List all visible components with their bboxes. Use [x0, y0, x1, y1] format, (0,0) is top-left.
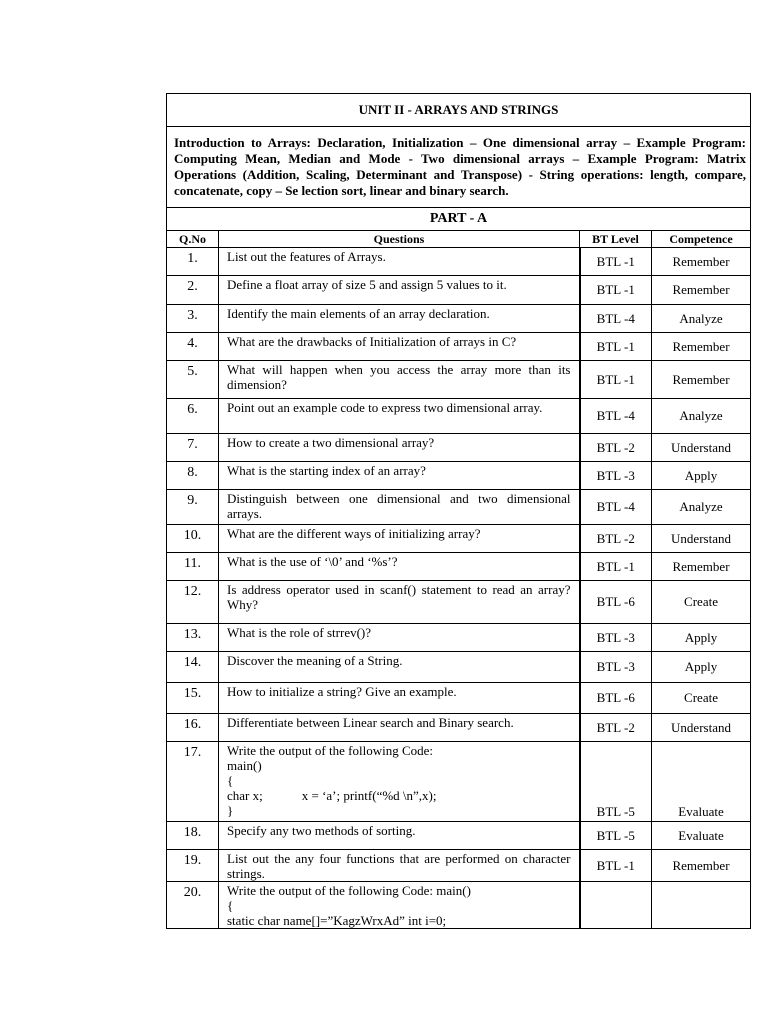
competence: Apply	[652, 462, 751, 490]
table-row	[167, 581, 751, 624]
bt-level: BTL -1	[580, 850, 652, 882]
bt-level: BTL -3	[580, 462, 652, 490]
competence: Remember	[652, 850, 751, 882]
question-text: Is address operator used in scanf() statement to read an array? Why?	[219, 581, 580, 624]
question-text: Identify the main elements of an array declaration.	[219, 305, 580, 333]
table-row	[167, 305, 751, 333]
syllabus-text: Introduction to Arrays: Declaration, Initialization – One dimensional array – Example Program: Computing Mean, Median and Mode - Two dimensional arrays – Example Program: Matrix Operations (Addition, Scaling, Determinant and Transpose) - String operations: length, compare, concatenate, copy – Se lection sort, linear and binary search.	[167, 127, 751, 208]
question-number: 19.	[167, 850, 219, 882]
header-qno: Q.No	[167, 231, 219, 248]
competence: Remember	[652, 333, 751, 361]
question-number: 20.	[167, 882, 219, 929]
competence: Understand	[652, 714, 751, 742]
header-btl: BT Level	[580, 231, 652, 248]
bt-level: BTL -5	[580, 742, 652, 822]
bt-level: BTL -1	[580, 276, 652, 305]
question-number: 4.	[167, 333, 219, 361]
table-row	[167, 683, 751, 714]
header-questions: Questions	[219, 231, 580, 248]
question-text: Specify any two methods of sorting.	[219, 822, 580, 850]
question-number: 3.	[167, 305, 219, 333]
competence: Apply	[652, 652, 751, 683]
question-text: Point out an example code to express two dimensional array.	[219, 399, 580, 434]
question-text: What will happen when you access the array more than its dimension?	[219, 361, 580, 399]
bt-level: BTL -2	[580, 434, 652, 462]
table-row	[167, 850, 751, 882]
question-number: 10.	[167, 525, 219, 553]
bt-level: BTL -2	[580, 714, 652, 742]
question-number: 5.	[167, 361, 219, 399]
bt-level: BTL -4	[580, 305, 652, 333]
table-row	[167, 248, 751, 276]
question-text: Write the output of the following Code: main() { static char name[]=”KagzWrxAd” int i=0;	[219, 882, 580, 929]
question-text: What is the use of ‘\0’ and ‘%s’?	[219, 553, 580, 581]
question-text: Distinguish between one dimensional and two dimensional arrays.	[219, 490, 580, 525]
bt-level: BTL -6	[580, 683, 652, 714]
question-number: 7.	[167, 434, 219, 462]
question-text: Differentiate between Linear search and Binary search.	[219, 714, 580, 742]
competence: Analyze	[652, 490, 751, 525]
header-competence: Competence	[652, 231, 751, 248]
table-row	[167, 553, 751, 581]
competence: Remember	[652, 553, 751, 581]
competence: Analyze	[652, 399, 751, 434]
question-text: What are the drawbacks of Initialization of arrays in C?	[219, 333, 580, 361]
question-number: 15.	[167, 683, 219, 714]
bt-level: BTL -6	[580, 581, 652, 624]
competence: Remember	[652, 276, 751, 305]
bt-level: BTL -2	[580, 525, 652, 553]
question-text: List out the features of Arrays.	[219, 248, 580, 276]
question-number: 6.	[167, 399, 219, 434]
question-number: 8.	[167, 462, 219, 490]
table-row	[167, 434, 751, 462]
table-row	[167, 714, 751, 742]
question-text: List out the any four functions that are performed on character strings.	[219, 850, 580, 882]
table-row	[167, 652, 751, 683]
question-number: 11.	[167, 553, 219, 581]
bt-level: BTL -1	[580, 333, 652, 361]
question-text: Write the output of the following Code: main() { char x; x = ‘a’; printf(“%d \n”,x); }	[219, 742, 580, 822]
bt-level: BTL -3	[580, 652, 652, 683]
question-number: 14.	[167, 652, 219, 683]
table-row	[167, 490, 751, 525]
competence: Evaluate	[652, 742, 751, 822]
question-text: Define a float array of size 5 and assign 5 values to it.	[219, 276, 580, 305]
bt-level: BTL -1	[580, 553, 652, 581]
question-number: 1.	[167, 248, 219, 276]
table-header	[167, 231, 751, 248]
bt-level: BTL -1	[580, 248, 652, 276]
table-row	[167, 399, 751, 434]
bt-level	[580, 882, 652, 929]
table-row	[167, 276, 751, 305]
question-number: 17.	[167, 742, 219, 822]
competence: Create	[652, 581, 751, 624]
table-row	[167, 742, 751, 822]
question-number: 2.	[167, 276, 219, 305]
table-row	[167, 525, 751, 553]
competence: Analyze	[652, 305, 751, 333]
unit-title: UNIT II - ARRAYS AND STRINGS	[167, 94, 751, 127]
bt-level: BTL -1	[580, 361, 652, 399]
question-text: What is the role of strrev()?	[219, 624, 580, 652]
table-row	[167, 822, 751, 850]
competence: Remember	[652, 248, 751, 276]
competence: Apply	[652, 624, 751, 652]
competence: Remember	[652, 361, 751, 399]
competence: Understand	[652, 525, 751, 553]
table-row	[167, 462, 751, 490]
competence: Create	[652, 683, 751, 714]
question-number: 12.	[167, 581, 219, 624]
competence: Evaluate	[652, 822, 751, 850]
competence	[652, 882, 751, 929]
question-text: How to initialize a string? Give an example.	[219, 683, 580, 714]
table-row	[167, 624, 751, 652]
question-number: 16.	[167, 714, 219, 742]
competence: Understand	[652, 434, 751, 462]
table-row	[167, 361, 751, 399]
bt-level: BTL -3	[580, 624, 652, 652]
question-text: What is the starting index of an array?	[219, 462, 580, 490]
table-row	[167, 882, 751, 929]
question-number: 18.	[167, 822, 219, 850]
table-row	[167, 333, 751, 361]
question-number: 13.	[167, 624, 219, 652]
question-text: Discover the meaning of a String.	[219, 652, 580, 683]
part-title: PART - A	[167, 208, 751, 231]
question-table	[166, 93, 751, 929]
question-text: What are the different ways of initializing array?	[219, 525, 580, 553]
bt-level: BTL -5	[580, 822, 652, 850]
bt-level: BTL -4	[580, 399, 652, 434]
bt-level: BTL -4	[580, 490, 652, 525]
question-bank-sheet	[166, 93, 750, 929]
question-number: 9.	[167, 490, 219, 525]
question-text: How to create a two dimensional array?	[219, 434, 580, 462]
